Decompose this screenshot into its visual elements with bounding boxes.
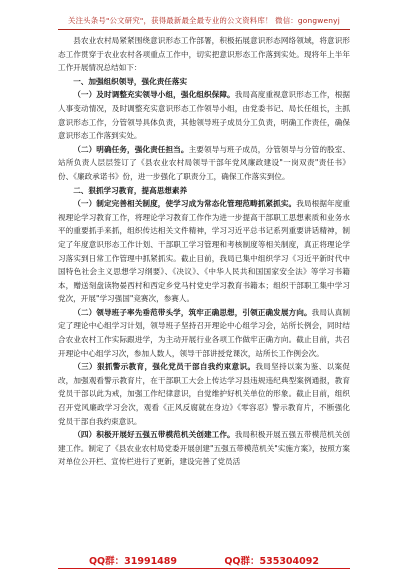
section-2-item-1 <box>58 197 350 306</box>
section-2-item-3 <box>58 360 350 428</box>
footer-contacts <box>0 553 408 567</box>
item-lead: （四）积极开展好五强五带模范机关创建工作。 <box>73 430 235 440</box>
item-lead: （一）制定完善相关制度，使学习成为常态化管理范畴抓紧抓实。 <box>73 199 297 209</box>
section-2-item-2 <box>58 306 350 360</box>
footer-rule <box>58 568 350 569</box>
item-lead: （二）明确任务，强化责任担当。 <box>73 144 189 154</box>
section-2-item-4 <box>58 428 350 469</box>
item-text: 主要领导与班子成员，分管领导与分管的股室、站所负责人层层签订了《县农业农村局领导干部年党风廉政建设"一岗双责"责任书》份、《廉政承诺书》份，进一步强化了职责分工，确保工作落实到位。 <box>58 144 351 181</box>
item-text: 我局坚持以案为鉴、以案促改，加强观看警示教育片，在干部职工大会上传达学习县违规违纪典型案例通报，教育党员干部以此为戒，加强工作纪律意识，自觉维护好机关单位的形象。截止目前，组织召开党风廉政学习会次，观看《正风反腐就在身边》《零容忍》警示教育片，不断强化党员干部自我约束意识。 <box>58 362 351 426</box>
item-text: 我局积极开展五强五带模范机关创建工作。制定了《县农业农村局党委开展创建"五强五带模范机关"实施方案》，按照方案对单位公开栏、宣传栏进行了更新，建设完善了党员活 <box>58 430 350 467</box>
item-text: 我局高度重视意识形态工作，根据人事变动情况，及时调整充实意识形态工作领导小组，由党委书记、局长任组长，主抓意识形态工作，分管领导具体负责，其他领导班子成员分工负责，明确工作责任，确保意识形态工作落到实处。 <box>58 90 350 141</box>
qq-group-1: QQ群：31991489 <box>88 556 178 567</box>
item-lead: （三）狠抓警示教育，强化党员干部自我约束意识。 <box>73 362 256 372</box>
item-lead: （二）领导班子率先垂范带头学，筑牢正确思想，引领正确发展方向。 <box>73 307 312 317</box>
section-1-heading: 一、加强组织领导，强化责任落实 <box>73 76 188 86</box>
item-lead: （一）及时调整充实领导小组，强化组织保障。 <box>73 90 235 100</box>
qq-group-2: QQ群：535304092 <box>224 556 319 567</box>
item-text: 我局根据年度重视理论学习教育工作，将理论学习教育工作作为进一步提高干部职工思想素质和业务水平的重要抓手来抓，组织传达相关文件精神，学习习近平总书记系列重要讲话精神，制定了年度意识形态工作计划、干部职工学习管理和考核制度等相关制度，真正将理论学习落实到日常工作管理中抓紧抓实。截止目前，我局已集中组织学习《习近平新时代中国特色社会主义思想学习纲要》、《决议》、《中华人民共和国国家安全法》等学习书籍本，赠送刻盘读物晏西村和西定乡党马村党史学习教育书籍本；组织干部职工集中学习党次，开展"学习强国"竞赛次，参赛人。 <box>58 199 351 304</box>
item-text: 我局认真制定了理论中心组学习计划，领导班子坚持召开理论中心组学习会，站所长例会，同时结合农业农村工作实际跟进学，为主动开展行业各项工作做牢正确方向。截止目前，共召开理论中心组学习次，参加人数人，领导干部讲授党课次，站所长工作例会次。 <box>58 307 351 358</box>
section-1-item-2 <box>58 143 350 184</box>
document-body <box>58 34 350 469</box>
promo-banner: 关注头条号"公文研究"，获得最新最全最专业的公文资料库！ 微信：gongwenyj <box>68 16 340 25</box>
header-rule <box>58 29 350 30</box>
section-2-heading: 二、狠抓学习教育，提高思想素养 <box>73 185 188 195</box>
intro-paragraph: 县农业农村局紧紧围绕意识形态工作部署，积极拓展意识形态网络领域，将意识形态工作贯穿于农业农村各项重点工作中，切实把意识形态工作落到实处。现将年上半年工作开展情况总结如下： <box>58 36 350 73</box>
section-1-item-1 <box>58 88 350 142</box>
